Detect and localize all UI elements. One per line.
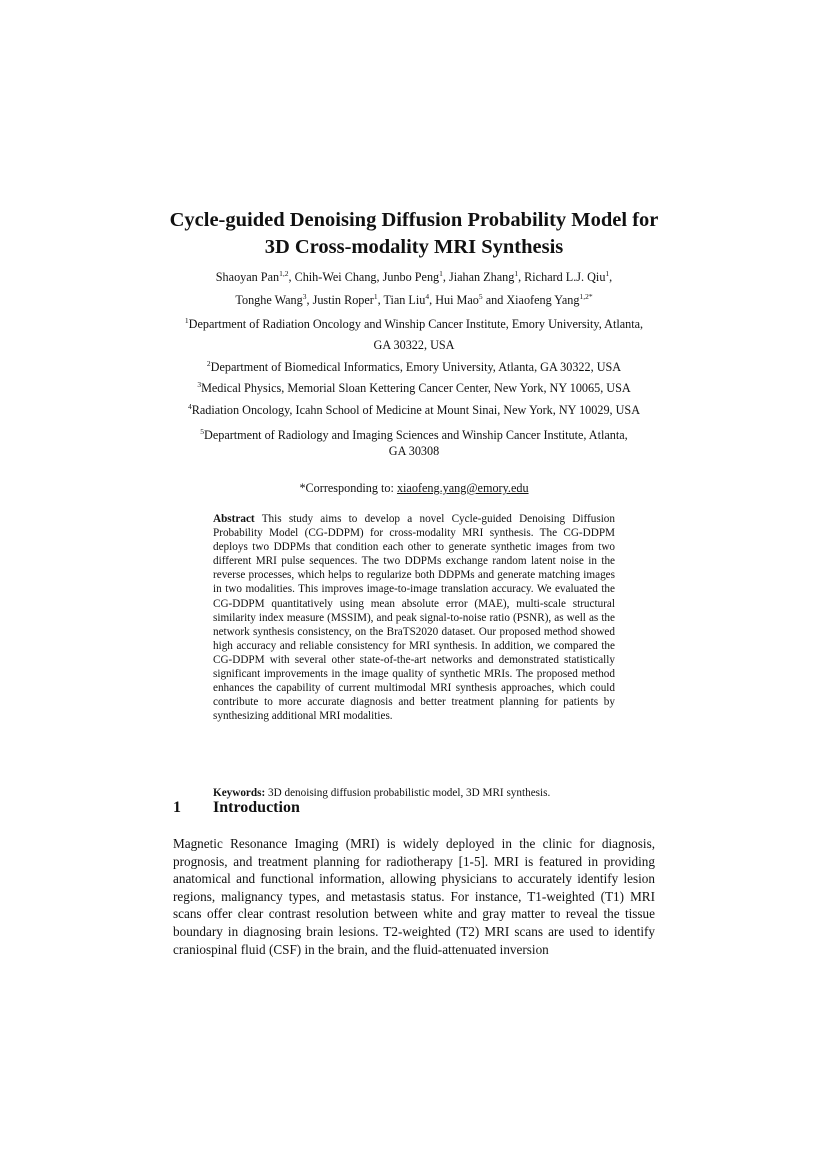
abstract-text: This study aims to develop a novel Cycle-guided Denoising Diffusion Probability Model (CG-DDPM) for cross-modality MRI synthesis. The CG-DDPM deploys two DDPMs that condition each other to generate synthetic images from two different MRI pulse sequences. The two DDPMs exchange random latent noise in the reverse processes, which helps to regularize both DDPMs and generate matching images in two modalities. This improves image-to-image translation accuracy. We evaluated the CG-DDPM quantitatively using mean absolute error (MAE), multi-scale structural similarity index measure (MSSIM), and peak signal-to-noise ratio (PSNR), as well as the network synthesis consistency, on the BraTS2020 dataset. Our proposed method showed high accuracy and reliable consistency for MRI synthesis. In addition, we compared the CG-DDPM with several other state-of-the-art networks and demonstrated statistically significant improvements in the image quality of synthetic MRIs. The proposed method enhances the capability of current multimodal MRI synthesis approaches, which could contribute to more accurate diagnosis and better treatment planning for patients by synthesizing additional MRI modalities. — [213, 513, 615, 723]
affiliation-3: $^3$Medical Physics, Memorial Sloan Kettering Cancer Center, New York, NY 10065, USA — [197, 380, 631, 395]
affiliation-1-cont: GA 30322, USA — [373, 338, 455, 352]
section-title: Introduction — [213, 799, 300, 816]
section-heading — [173, 798, 300, 818]
corresponding-author: *Corresponding to: xiaofeng.yang@emory.edu — [299, 481, 529, 495]
author: Shaoyan Pan$^{1,2}$ — [215, 269, 289, 284]
author: Tonghe Wang$^3$ — [235, 292, 307, 307]
author: Richard L.J. Qiu$^1$ — [524, 269, 610, 284]
affiliation-4: $^4$Radiation Oncology, Icahn School of Medicine at Mount Sinai, New York, NY 10029, USA — [187, 402, 641, 417]
author: Chih-Wei Chang — [294, 270, 377, 284]
title-line-2: 3D Cross-modality MRI Synthesis — [264, 236, 564, 258]
title-line-1: Cycle-guided Denoising Diffusion Probability Model for — [169, 209, 659, 231]
paper-title — [110, 207, 718, 261]
keywords-text: 3D denoising diffusion probabilistic model, 3D MRI synthesis. — [265, 787, 551, 799]
author: Tian Liu$^4$ — [383, 292, 430, 307]
affiliation-1: $^1$Department of Radiation Oncology and Winship Cancer Institute, Emory University, Atlanta, — [184, 316, 644, 331]
corresponding-email-link[interactable]: xiaofeng.yang@emory.edu — [396, 481, 529, 495]
abstract-label: Abstract — [213, 513, 255, 525]
author: Jiahan Zhang$^1$ — [449, 269, 519, 284]
section-number: 1 — [173, 799, 181, 816]
affiliation-2: $^2$Department of Biomedical Informatics, Emory University, Atlanta, GA 30322, USA — [206, 359, 622, 374]
author-list-line-2: Tonghe Wang$^3$, Justin Roper$^1$, Tian Liu$^4$, Hui Mao$^5$ and Xiaofeng Yang$^{1,2*}$ — [235, 292, 593, 307]
author-list-line-1: Shaoyan Pan$^{1,2}$, Chih-Wei Chang, Junbo Peng$^1$, Jiahan Zhang$^1$, Richard L.J. Qiu$^1$, — [215, 269, 613, 284]
author: Hui Mao$^5$ — [435, 292, 483, 307]
affiliation-5: $^5$Department of Radiology and Imaging Sciences and Winship Cancer Institute, Atlanta, GA 30308 — [200, 427, 628, 458]
author: Xiaofeng Yang$^{1,2*}$ — [506, 292, 593, 307]
keywords-label: Keywords: — [213, 787, 266, 799]
author: Junbo Peng$^1$ — [382, 269, 443, 284]
author: Justin Roper$^1$ — [312, 292, 378, 307]
abstract — [213, 512, 615, 723]
section-body: Magnetic Resonance Imaging (MRI) is widely deployed in the clinic for diagnosis, prognosis, and treatment planning for radiotherapy [1-5]. MRI is featured in providing anatomical and functional information, allowing physicians to accurately identify lesion regions, malignancy types, and metastasis status. For instance, T1-weighted (T1) MRI scans offer clear contrast resolution between white and gray matter to reveal the tissue boundary in diagnosing brain lesions. T2-weighted (T2) MRI scans are used to identify craniospinal fluid (CSF) in the brain, and the fluid-attenuated inversion — [173, 836, 655, 957]
